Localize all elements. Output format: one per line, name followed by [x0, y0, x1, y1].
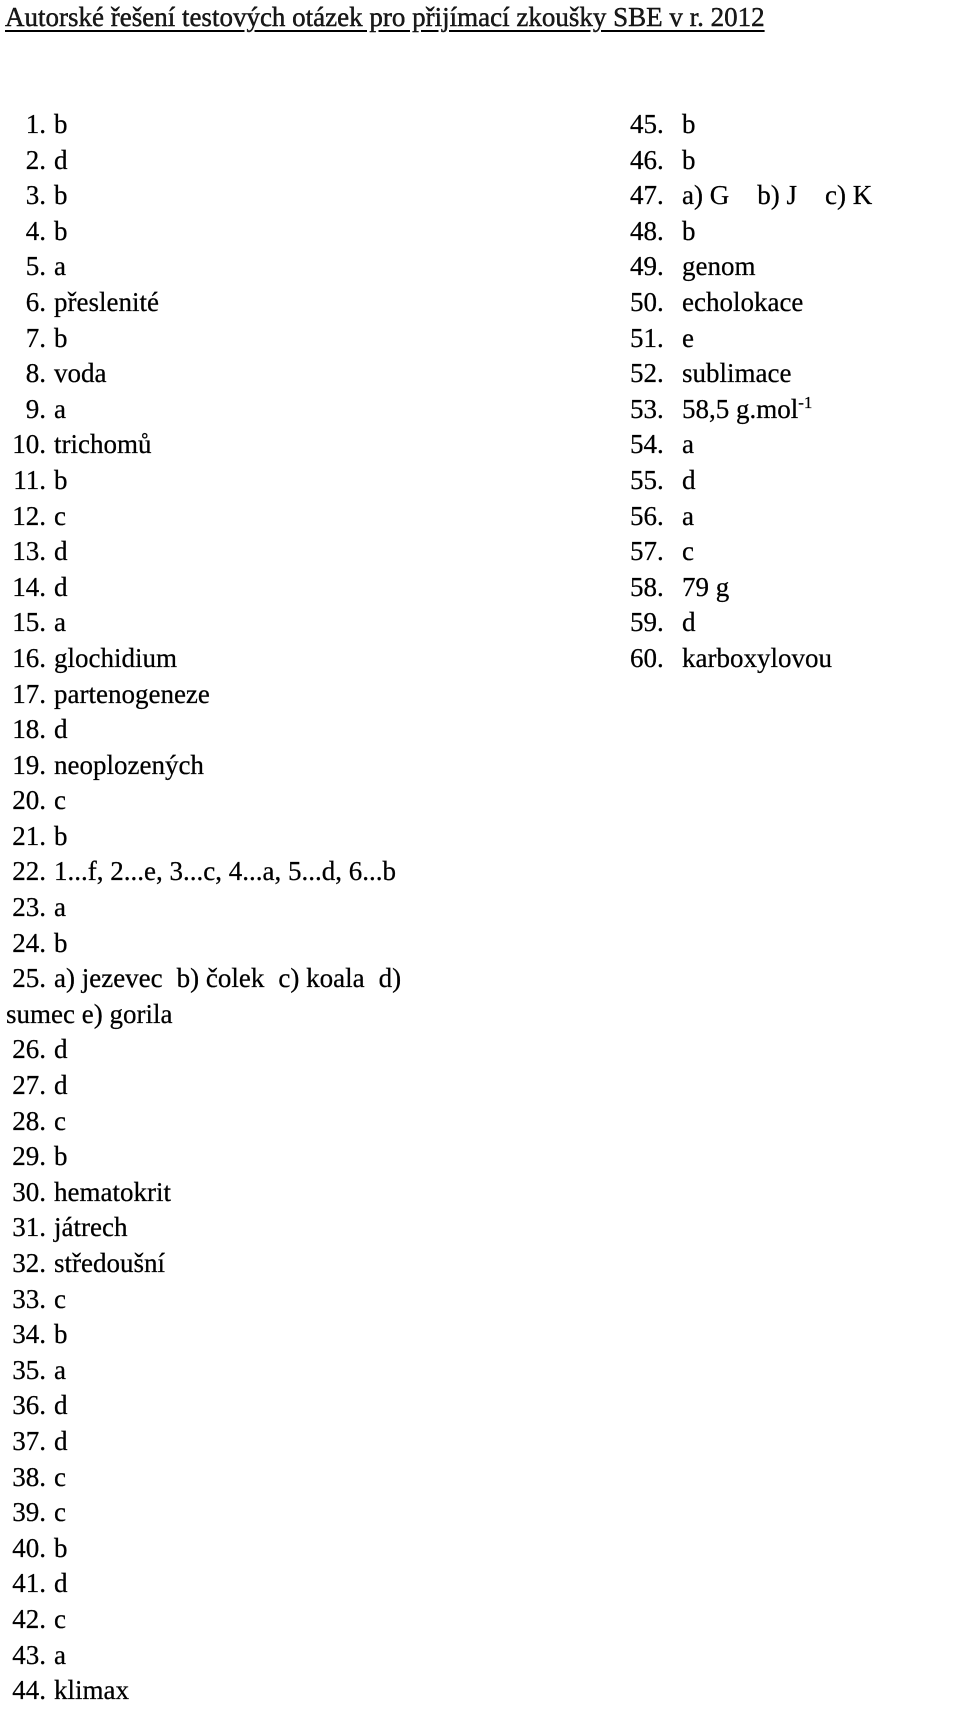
question-number: 30.: [12, 1176, 46, 1207]
answer-options: [682, 180, 900, 210]
answer-option: a) jezevec: [54, 963, 163, 994]
answer-text: 1...f, 2...e, 3...c, 4...a, 5...d, 6...b: [54, 856, 396, 887]
answer-item: [0, 819, 560, 855]
answer-item: [0, 1495, 560, 1531]
answer-item-47: [630, 178, 960, 214]
question-number: 28.: [12, 1105, 46, 1136]
answer-item: [0, 427, 560, 463]
answer-item: [0, 107, 560, 143]
answer-text: d: [54, 1568, 68, 1599]
answer-text: a: [54, 251, 66, 282]
answer-text: 79 g: [682, 571, 730, 602]
question-number: 56.: [630, 500, 664, 531]
answer-text: c: [54, 1497, 66, 1528]
answer-item: [0, 1388, 560, 1424]
question-number: 20.: [12, 785, 46, 816]
answer-item: [0, 356, 560, 392]
question-number: 42.: [12, 1603, 46, 1634]
answer-option: d): [378, 963, 402, 994]
answer-option: c) koala: [278, 963, 365, 994]
answer-item: [0, 1032, 560, 1068]
question-number: 47.: [630, 180, 664, 211]
answer-text: d: [682, 464, 696, 495]
question-number: 4.: [25, 215, 46, 246]
question-number: 44.: [12, 1675, 46, 1706]
question-number: 15.: [12, 607, 46, 638]
answer-text: a: [54, 1639, 66, 1670]
question-number: 27.: [12, 1070, 46, 1101]
question-number: 33.: [12, 1283, 46, 1314]
answer-item: [0, 1353, 560, 1389]
question-number: 49.: [630, 251, 664, 282]
answer-item: [0, 677, 560, 713]
question-number: 46.: [630, 144, 664, 175]
answer-item: [0, 249, 560, 285]
answer-text: d: [54, 571, 68, 602]
answer-text: středoušní: [54, 1248, 165, 1278]
question-number: 32.: [12, 1248, 46, 1278]
answer-text: přeslenité: [54, 286, 159, 317]
question-number: 25.: [12, 963, 46, 994]
answer-text: d: [54, 1425, 68, 1456]
question-number: 36.: [12, 1390, 46, 1421]
question-number: 5.: [25, 251, 46, 282]
answer-option: b) čolek: [176, 963, 265, 994]
answer-text: klimax: [54, 1675, 129, 1706]
answer-item: [0, 1139, 560, 1175]
answer-item: [0, 605, 560, 641]
question-number: 41.: [12, 1568, 46, 1599]
answer-item: [630, 427, 960, 463]
answer-item: [0, 1317, 560, 1353]
answer-item: [0, 392, 560, 428]
answer-text: d: [54, 144, 68, 175]
answer-item: [630, 214, 960, 250]
answer-text: voda: [54, 358, 107, 389]
answer-first-line: [0, 961, 560, 997]
answer-item: [0, 1424, 560, 1460]
answer-item: [0, 463, 560, 499]
answer-text: d: [54, 536, 68, 567]
answer-text: c: [682, 536, 694, 567]
answer-item: [630, 534, 960, 570]
question-number: 6.: [25, 286, 46, 317]
question-number: 23.: [12, 892, 46, 923]
answer-text: c: [54, 1283, 66, 1314]
question-number: 54.: [630, 429, 664, 460]
answer-text: glochidium: [54, 642, 177, 673]
question-number: 14.: [12, 571, 46, 602]
answer-text: c: [54, 1105, 66, 1136]
answer-item: [0, 1068, 560, 1104]
answer-item: [0, 321, 560, 357]
answer-continuation: sumec e) gorila: [6, 998, 173, 1029]
answer-text: c: [54, 785, 66, 816]
question-number: 37.: [12, 1425, 46, 1456]
question-number: 1.: [25, 109, 46, 139]
answer-text: echolokace: [682, 286, 804, 317]
answer-text: játrech: [54, 1212, 128, 1243]
answer-item: [0, 641, 560, 677]
answer-item: [0, 1104, 560, 1140]
question-number: 39.: [12, 1497, 46, 1528]
answer-text: b: [54, 109, 68, 139]
answer-item: [0, 1210, 560, 1246]
question-number: 57.: [630, 536, 664, 567]
question-number: 58.: [630, 571, 664, 602]
question-number: 12.: [12, 500, 46, 531]
answer-item: [0, 178, 560, 214]
answer-item: [0, 285, 560, 321]
answer-text: d: [54, 1390, 68, 1421]
answer-text: c: [54, 1603, 66, 1634]
answer-item: [0, 890, 560, 926]
answer-text: b: [54, 180, 68, 211]
question-number: 40.: [12, 1532, 46, 1563]
answer-text: b: [682, 144, 696, 175]
answer-text: karboxylovou: [682, 642, 832, 673]
answer-text: c: [54, 1461, 66, 1492]
answer-text: d: [54, 714, 68, 745]
question-number: 10.: [12, 429, 46, 460]
answer-text: b: [54, 322, 68, 353]
answer-item: [0, 1566, 560, 1602]
answer-item: [0, 1460, 560, 1496]
question-number: 45.: [630, 109, 664, 139]
question-number: 31.: [12, 1212, 46, 1243]
answer-text: a: [682, 500, 694, 531]
question-number: 3.: [25, 180, 46, 211]
answer-item: [630, 570, 960, 606]
answer-item: [0, 570, 560, 606]
answer-text: b: [54, 927, 68, 958]
answer-text: a: [54, 892, 66, 923]
answer-text: [682, 394, 812, 424]
answer-item: [0, 1175, 560, 1211]
question-number: 43.: [12, 1639, 46, 1670]
answer-item: [0, 1246, 560, 1282]
question-number: 55.: [630, 464, 664, 495]
question-number: 51.: [630, 322, 664, 353]
question-number: 29.: [12, 1141, 46, 1172]
answer-item: [0, 1602, 560, 1638]
question-number: 34.: [12, 1319, 46, 1350]
answer-text: c: [54, 500, 66, 531]
question-number: 59.: [630, 607, 664, 638]
answer-item: [630, 143, 960, 179]
answer-item: [0, 1282, 560, 1318]
question-number: 2.: [25, 144, 46, 175]
answer-item: [0, 143, 560, 179]
answer-text: trichomů: [54, 429, 152, 460]
answer-item: [0, 214, 560, 250]
answer-text: d: [54, 1034, 68, 1065]
answer-item: [630, 463, 960, 499]
answer-item: [0, 712, 560, 748]
answer-item: [630, 249, 960, 285]
answer-item: [0, 783, 560, 819]
answer-item: [630, 605, 960, 641]
answer-text: partenogeneze: [54, 678, 210, 709]
answer-item: [630, 107, 960, 143]
answer-text: hematokrit: [54, 1176, 171, 1207]
question-number: 21.: [12, 820, 46, 851]
question-number: 9.: [25, 393, 46, 424]
answer-item: [0, 748, 560, 784]
answer-text: d: [54, 1070, 68, 1101]
question-number: 26.: [12, 1034, 46, 1065]
answer-option: a) G: [682, 180, 730, 211]
question-number: 52.: [630, 358, 664, 389]
answer-option: b) J: [757, 180, 797, 211]
question-number: 35.: [12, 1354, 46, 1385]
answer-text: b: [54, 820, 68, 851]
question-number: 48.: [630, 215, 664, 246]
answer-text: a: [54, 1354, 66, 1385]
answer-option: c) K: [824, 180, 873, 211]
question-number: 38.: [12, 1461, 46, 1492]
answer-text: a: [54, 607, 66, 638]
answer-item: [0, 926, 560, 962]
question-number: 50.: [630, 286, 664, 317]
question-number: 8.: [25, 358, 46, 389]
answer-item: [630, 321, 960, 357]
question-number: 53.: [630, 393, 664, 424]
answer-text: e: [682, 322, 694, 353]
answer-item: [630, 499, 960, 535]
answer-text: b: [682, 215, 696, 246]
answer-item: [0, 854, 560, 890]
question-number: 11.: [13, 464, 46, 495]
answer-text: b: [682, 109, 696, 139]
question-number: 18.: [12, 714, 46, 745]
answer-item: [0, 1531, 560, 1567]
answer-column-right: [630, 107, 960, 677]
answer-text: sublimace: [682, 358, 792, 389]
answer-item: [0, 1638, 560, 1674]
answer-text: b: [54, 1141, 68, 1172]
question-number: 22.: [12, 856, 46, 887]
answer-text: b: [54, 1319, 68, 1350]
answer-text: d: [682, 607, 696, 638]
answer-item: [0, 499, 560, 535]
question-number: 19.: [12, 749, 46, 780]
answer-item: [630, 285, 960, 321]
answer-text: a: [54, 393, 66, 424]
answer-item-53: [630, 392, 960, 428]
page-title: Autorské řešení testových otázek pro přijímací zkoušky SBE v r. 2012: [5, 2, 765, 32]
question-number: 13.: [12, 536, 46, 567]
answer-item: [630, 641, 960, 677]
question-number: 24.: [12, 927, 46, 958]
answer-text: neoplozených: [54, 749, 204, 780]
unit-exponent: -1: [798, 392, 813, 412]
answer-text: b: [54, 464, 68, 495]
answer-item: [0, 1673, 560, 1709]
answer-text: b: [54, 215, 68, 246]
answer-text: b: [54, 1532, 68, 1563]
question-number: 60.: [630, 642, 664, 673]
answer-value: 58,5 g.mol: [682, 393, 799, 424]
question-number: 7.: [25, 322, 46, 353]
answer-item: [0, 534, 560, 570]
question-number: 17.: [12, 678, 46, 709]
answer-item-25: [0, 961, 560, 1032]
question-number: 16.: [12, 642, 46, 673]
answer-text: a: [682, 429, 694, 460]
answer-text: genom: [682, 251, 756, 282]
answer-item: [630, 356, 960, 392]
answer-column-left: [0, 107, 560, 1709]
